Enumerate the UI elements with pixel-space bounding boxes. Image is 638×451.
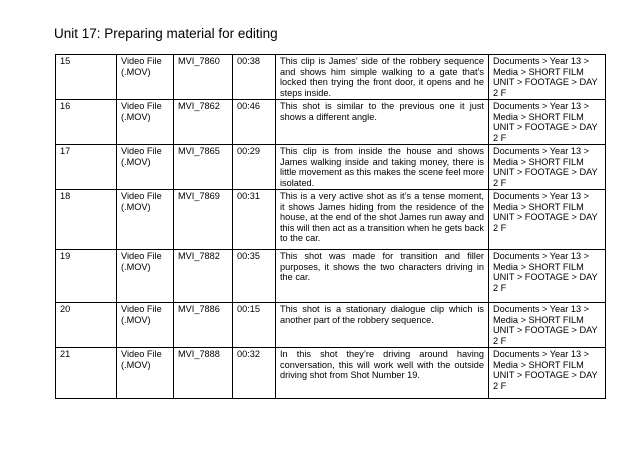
file-name: MVI_7882 bbox=[174, 250, 233, 303]
clip-duration: 00:35 bbox=[233, 250, 276, 303]
clip-duration: 00:15 bbox=[233, 303, 276, 348]
clip-description: This shot is a stationary dialogue clip which is another part of the robbery sequence. bbox=[276, 303, 489, 348]
file-name: MVI_7860 bbox=[174, 55, 233, 100]
file-name: MVI_7886 bbox=[174, 303, 233, 348]
clip-description: This shot is similar to the previous one it just shows a different angle. bbox=[276, 100, 489, 145]
clip-duration: 00:29 bbox=[233, 145, 276, 190]
clip-description: This shot was made for transition and filler purposes, it shows the two characters driving in the car. bbox=[276, 250, 489, 303]
shot-number: 17 bbox=[56, 145, 117, 190]
shot-number: 19 bbox=[56, 250, 117, 303]
clip-description: This clip is James’ side of the robbery sequence and shows him simple walking to a gate that’s locked then trying the front door, it opens and he steps inside. bbox=[276, 55, 489, 100]
file-type: Video File (.MOV) bbox=[117, 145, 174, 190]
footage-log-table bbox=[55, 54, 606, 399]
shot-number: 16 bbox=[56, 100, 117, 145]
file-location: Documents > Year 13 > Media > SHORT FILM UNIT > FOOTAGE > DAY 2 F bbox=[489, 250, 606, 303]
shot-number: 20 bbox=[56, 303, 117, 348]
clip-duration: 00:32 bbox=[233, 348, 276, 399]
file-type: Video File (.MOV) bbox=[117, 250, 174, 303]
file-name: MVI_7862 bbox=[174, 100, 233, 145]
table-row bbox=[56, 250, 606, 303]
file-location: Documents > Year 13 > Media > SHORT FILM UNIT > FOOTAGE > DAY 2 F bbox=[489, 55, 606, 100]
clip-duration: 00:31 bbox=[233, 190, 276, 250]
file-type: Video File (.MOV) bbox=[117, 303, 174, 348]
page-title: Unit 17: Preparing material for editing bbox=[54, 26, 278, 41]
table-row bbox=[56, 190, 606, 250]
table-row bbox=[56, 348, 606, 399]
file-location: Documents > Year 13 > Media > SHORT FILM UNIT > FOOTAGE > DAY 2 F bbox=[489, 190, 606, 250]
file-location: Documents > Year 13 > Media > SHORT FILM UNIT > FOOTAGE > DAY 2 F bbox=[489, 100, 606, 145]
table-row bbox=[56, 55, 606, 100]
file-location: Documents > Year 13 > Media > SHORT FILM UNIT > FOOTAGE > DAY 2 F bbox=[489, 303, 606, 348]
clip-description: This is a very active shot as it’s a tense moment, it shows James hiding from the residence of the house, at the end of the shot James run away and this will then act as a transition when he gets back to the car. bbox=[276, 190, 489, 250]
shot-number: 15 bbox=[56, 55, 117, 100]
table-row bbox=[56, 145, 606, 190]
file-location: Documents > Year 13 > Media > SHORT FILM UNIT > FOOTAGE > DAY 2 F bbox=[489, 348, 606, 399]
file-name: MVI_7888 bbox=[174, 348, 233, 399]
clip-duration: 00:46 bbox=[233, 100, 276, 145]
file-type: Video File (.MOV) bbox=[117, 55, 174, 100]
file-name: MVI_7869 bbox=[174, 190, 233, 250]
shot-number: 18 bbox=[56, 190, 117, 250]
clip-description: In this shot they’re driving around having conversation, this will work well with the outside driving shot from Shot Number 19. bbox=[276, 348, 489, 399]
table-row bbox=[56, 100, 606, 145]
clip-description: This clip is from inside the house and shows James walking inside and taking money, there is little movement as this makes the scene feel more isolated. bbox=[276, 145, 489, 190]
table-row bbox=[56, 303, 606, 348]
file-type: Video File (.MOV) bbox=[117, 348, 174, 399]
file-name: MVI_7865 bbox=[174, 145, 233, 190]
file-location: Documents > Year 13 > Media > SHORT FILM UNIT > FOOTAGE > DAY 2 F bbox=[489, 145, 606, 190]
shot-number: 21 bbox=[56, 348, 117, 399]
file-type: Video File (.MOV) bbox=[117, 100, 174, 145]
clip-duration: 00:38 bbox=[233, 55, 276, 100]
file-type: Video File (.MOV) bbox=[117, 190, 174, 250]
